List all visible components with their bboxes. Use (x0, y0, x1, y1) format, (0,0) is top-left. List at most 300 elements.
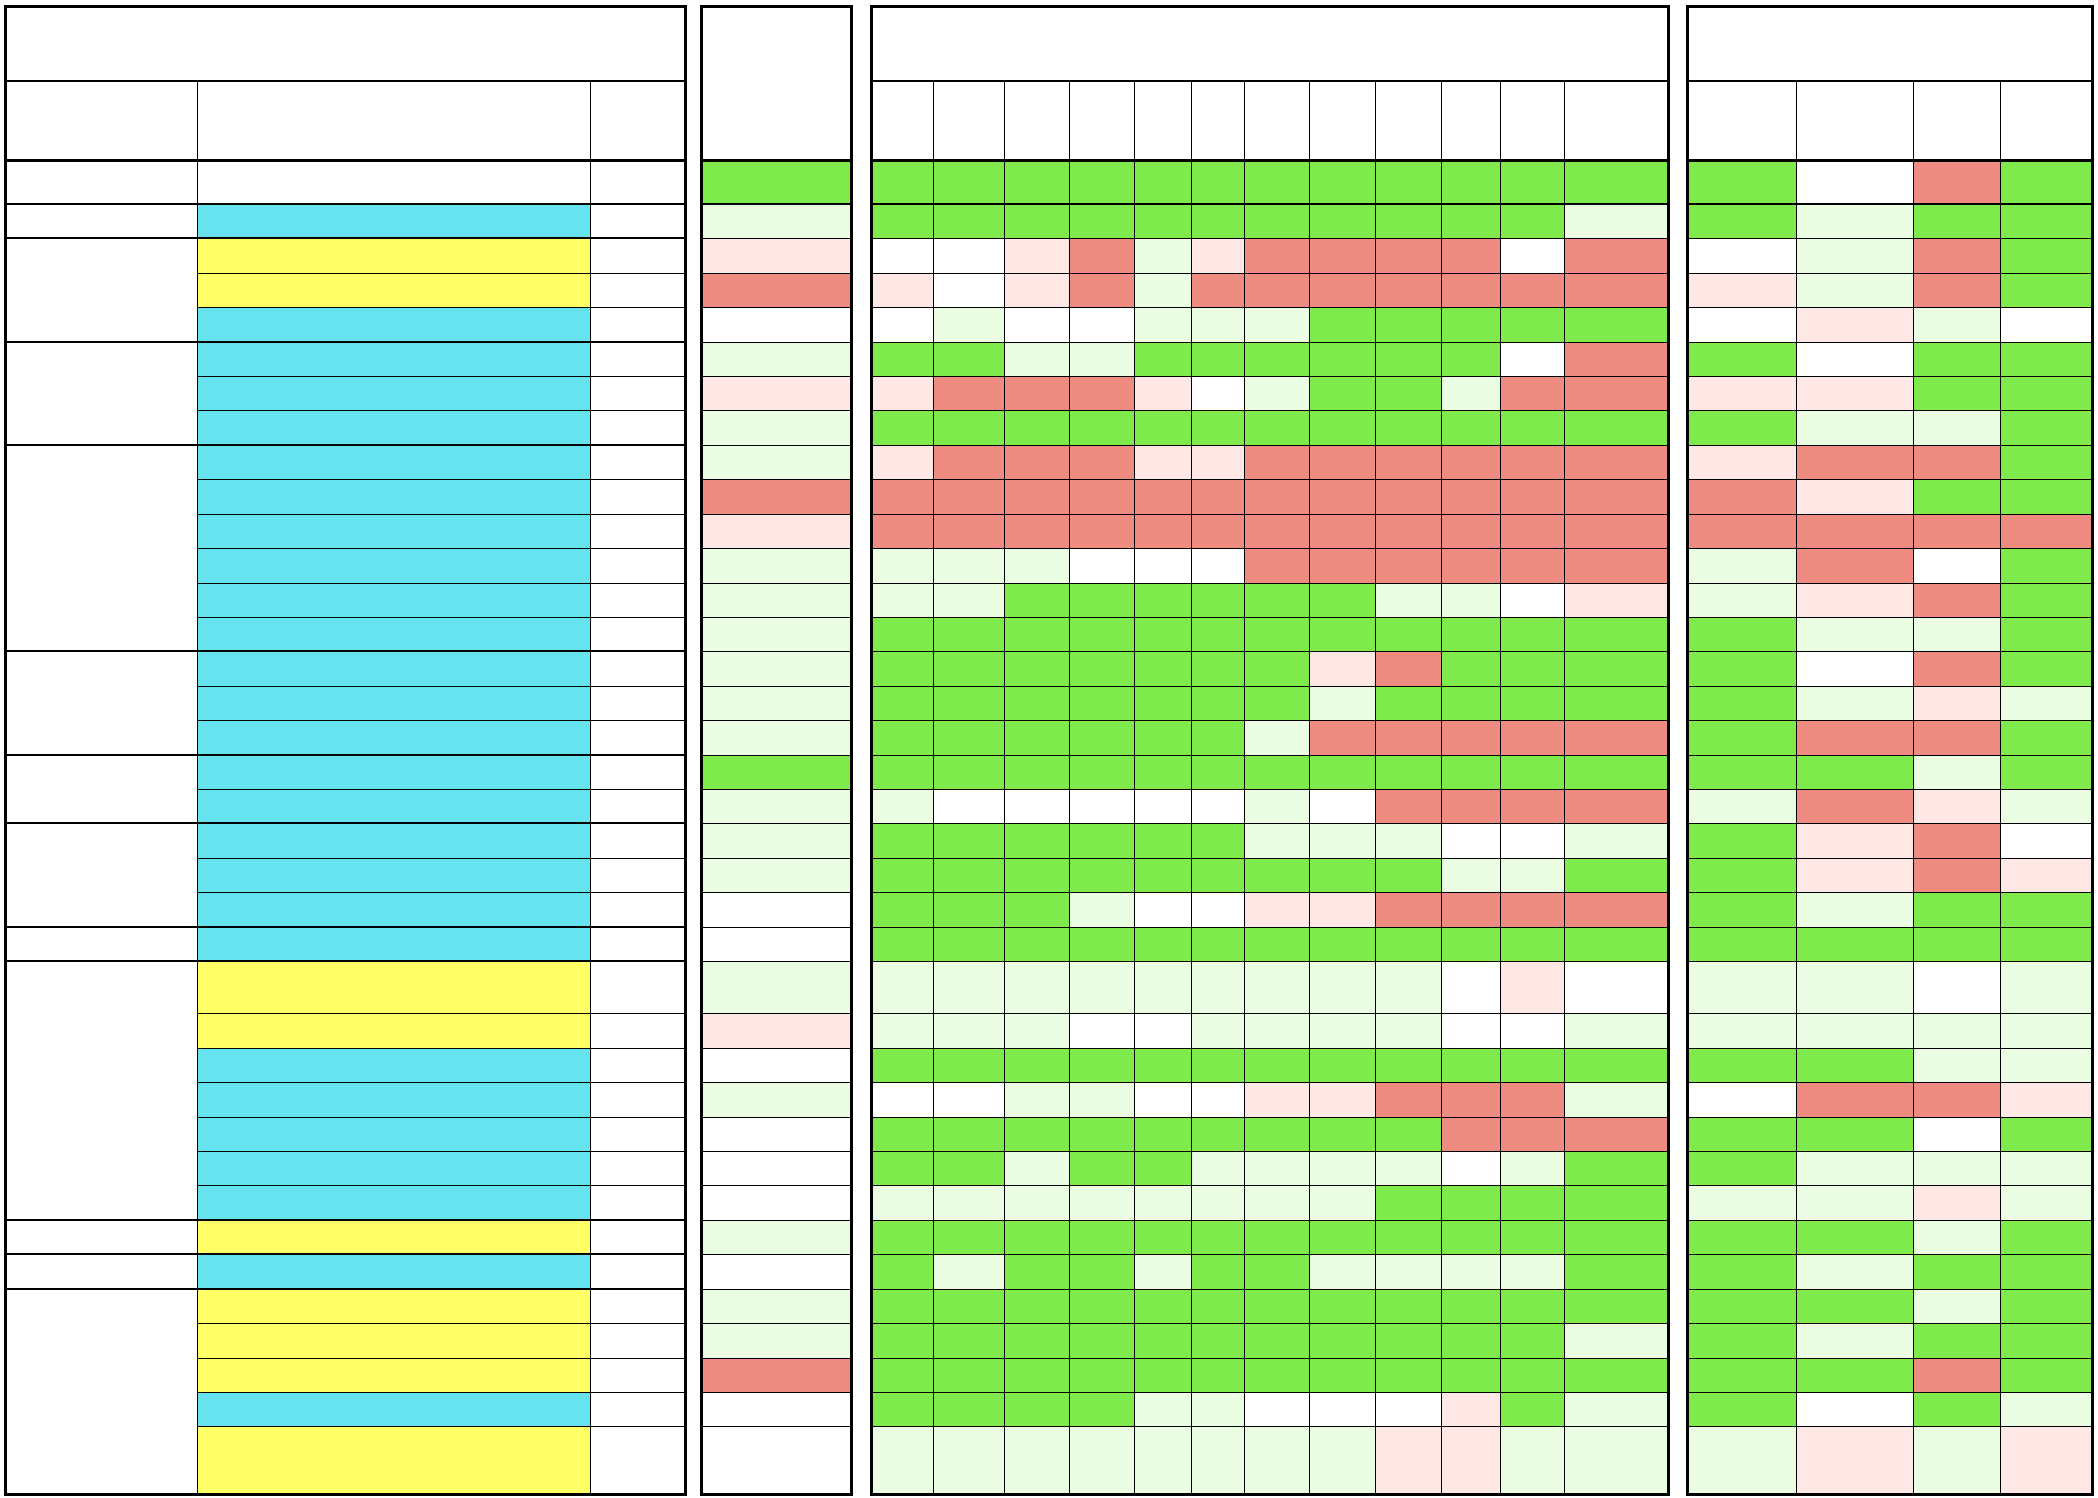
grid-line (4, 1253, 687, 1255)
bp-contribution-value (700, 961, 853, 1013)
snap-value-2 (1913, 1392, 2000, 1426)
grid-line (4, 926, 687, 928)
ann-value-10m (1004, 686, 1069, 720)
core-pce-ann-yoy (870, 161, 933, 204)
ann-value-11m (933, 1392, 1004, 1426)
ann-value-7m (1191, 307, 1244, 341)
grid-line (197, 479, 687, 480)
weight-value (590, 1048, 687, 1082)
snap-value-1 (1796, 410, 1913, 444)
ann-value-5m (1309, 823, 1375, 857)
category-label (197, 927, 590, 961)
ann-value-2m (1500, 1048, 1564, 1082)
snap-value-2 (1913, 823, 2000, 857)
ann-value-5m (1309, 583, 1375, 617)
ann-value-3m (1441, 961, 1500, 1013)
ann-value-yoy (870, 479, 933, 513)
ann-value-1m (1564, 823, 1670, 857)
ann-value-4m (1375, 617, 1441, 651)
ann-value-8m (1134, 410, 1191, 444)
ann-value-11m (933, 789, 1004, 823)
ann-value-1m (1564, 961, 1670, 1013)
ann-value-2m (1500, 445, 1564, 479)
ann-value-4m (1375, 238, 1441, 272)
category-label (197, 445, 590, 479)
grid-line (700, 1220, 853, 1221)
snap-value-3 (2000, 479, 2094, 513)
ann-value-2m (1500, 651, 1564, 685)
grid-line (870, 789, 1670, 790)
category-label (197, 273, 590, 307)
ann-value-10m (1004, 858, 1069, 892)
ann-value-9m (1069, 273, 1134, 307)
core-pce-ann-10m (1004, 161, 1069, 204)
grid-line (870, 1493, 1670, 1496)
core-pce-ann-8m (1134, 161, 1191, 204)
ann-value-1m (1564, 445, 1670, 479)
weight-value (590, 410, 687, 444)
ann-value-3m (1441, 583, 1500, 617)
ann-value-6m (1244, 617, 1309, 651)
ann-value-yoy (870, 755, 933, 789)
grid-line (1686, 823, 2094, 824)
ann-value-5m (1309, 1048, 1375, 1082)
ann-value-4m (1375, 1358, 1441, 1392)
ann-value-10m (1004, 1220, 1069, 1254)
grid-line (700, 479, 853, 480)
ann-value-3m (1441, 273, 1500, 307)
ann-value-11m (933, 238, 1004, 272)
ann-value-6m (1244, 1254, 1309, 1288)
ann-value-2m (1500, 1151, 1564, 1185)
grid-line (700, 1358, 853, 1359)
category-label (197, 892, 590, 926)
snap-value-2 (1913, 583, 2000, 617)
snap-value-3 (2000, 204, 2094, 238)
snapshot-header-dec-20 (1913, 80, 2000, 161)
ann-value-2m (1500, 961, 1564, 1013)
grid-line (870, 445, 1670, 446)
ann-value-11m (933, 1117, 1004, 1151)
ann-value-1m (1564, 755, 1670, 789)
snap-value-0 (1686, 651, 1796, 685)
snap-value-2 (1913, 1323, 2000, 1357)
ann-value-6m (1244, 720, 1309, 754)
snap-value-0 (1686, 1358, 1796, 1392)
snap-value-2 (1913, 617, 2000, 651)
grid-line (197, 1151, 687, 1152)
snap-value-3 (2000, 548, 2094, 582)
ann-value-2m (1500, 479, 1564, 513)
grid-line (1686, 5, 2094, 8)
ann-value-5m (1309, 686, 1375, 720)
snap-value-1 (1796, 789, 1913, 823)
grid-line (1069, 80, 1070, 1493)
grid-line (4, 1219, 687, 1221)
snap-value-0 (1686, 273, 1796, 307)
bp-contribution-value (700, 858, 853, 892)
ann-value-5m (1309, 1151, 1375, 1185)
ann-value-3m (1441, 514, 1500, 548)
grid-line (700, 5, 853, 8)
ann-value-9m (1069, 858, 1134, 892)
ann-value-4m (1375, 479, 1441, 513)
ann-value-9m (1069, 1082, 1134, 1116)
ann-value-5m (1309, 1013, 1375, 1047)
category-label (197, 1117, 590, 1151)
ann-value-9m (1069, 548, 1134, 582)
grid-line (700, 823, 853, 824)
ann-value-7m (1191, 410, 1244, 444)
grid-line (4, 237, 687, 239)
weight-value (590, 376, 687, 410)
ann-value-9m (1069, 514, 1134, 548)
ann-value-9m (1069, 755, 1134, 789)
grid-line (870, 858, 1670, 859)
snap-value-3 (2000, 514, 2094, 548)
snap-value-1 (1796, 445, 1913, 479)
theme-label (4, 1220, 197, 1254)
ann-value-4m (1375, 376, 1441, 410)
ann-value-2m (1500, 1323, 1564, 1357)
grid-line (870, 307, 1670, 308)
ann-value-6m (1244, 479, 1309, 513)
ann-value-5m (1309, 961, 1375, 1013)
ann-value-2m (1500, 204, 1564, 238)
weight-value (590, 823, 687, 857)
snap-value-3 (2000, 1254, 2094, 1288)
snap-value-3 (2000, 273, 2094, 307)
ann-value-7m (1191, 617, 1244, 651)
weight-value (590, 617, 687, 651)
ann-value-2m (1500, 823, 1564, 857)
ann-value-1m (1564, 376, 1670, 410)
core-pce-ann-6m (1244, 161, 1309, 204)
period-header-yoy (870, 80, 933, 161)
ann-value-2m (1500, 720, 1564, 754)
category-label (197, 961, 590, 1013)
ann-value-yoy (870, 1392, 933, 1426)
ann-value-4m (1375, 823, 1441, 857)
ann-value-1m (1564, 651, 1670, 685)
ann-value-9m (1069, 1048, 1134, 1082)
snap-value-0 (1686, 1185, 1796, 1219)
grid-line (700, 720, 853, 721)
snap-value-0 (1686, 1220, 1796, 1254)
grid-line (700, 1493, 853, 1496)
ann-value-11m (933, 858, 1004, 892)
grid-line (1686, 755, 2094, 756)
ann-value-6m (1244, 410, 1309, 444)
snap-value-0 (1686, 479, 1796, 513)
grid-line (197, 720, 687, 721)
ann-value-9m (1069, 1220, 1134, 1254)
ann-value-11m (933, 617, 1004, 651)
ann-value-10m (1004, 342, 1069, 376)
snap-value-3 (2000, 1082, 2094, 1116)
ann-value-8m (1134, 307, 1191, 341)
snap-value-0 (1686, 789, 1796, 823)
grid-line (197, 273, 687, 274)
grid-line (2000, 80, 2001, 1493)
ann-value-5m (1309, 1289, 1375, 1323)
snap-value-3 (2000, 445, 2094, 479)
theme-label (4, 823, 197, 926)
bp-contribution-value (700, 1323, 853, 1357)
ann-value-9m (1069, 961, 1134, 1013)
ann-value-1m (1564, 1426, 1670, 1493)
grid-line (1686, 1289, 2094, 1290)
weight-value (590, 548, 687, 582)
snap-value-1 (1796, 1254, 1913, 1288)
period-header-10m (1004, 80, 1069, 161)
ann-value-8m (1134, 1254, 1191, 1288)
grid-line (870, 273, 1670, 274)
ann-value-7m (1191, 720, 1244, 754)
ann-value-5m (1309, 651, 1375, 685)
ann-value-3m (1441, 617, 1500, 651)
snap-value-1 (1796, 927, 1913, 961)
ann-value-11m (933, 686, 1004, 720)
snap-value-0 (1686, 686, 1796, 720)
grid-line (197, 1392, 687, 1393)
ann-value-4m (1375, 1082, 1441, 1116)
ann-value-6m (1244, 1048, 1309, 1082)
ann-value-8m (1134, 204, 1191, 238)
ann-value-10m (1004, 1289, 1069, 1323)
grid-line (197, 376, 687, 377)
ann-value-6m (1244, 651, 1309, 685)
category-label (197, 755, 590, 789)
ann-value-6m (1244, 1151, 1309, 1185)
ann-value-4m (1375, 1323, 1441, 1357)
snap-value-2 (1913, 307, 2000, 341)
grid-line (870, 1392, 1670, 1393)
ann-value-6m (1244, 273, 1309, 307)
col-header-bp-contribution (704, 13, 849, 153)
snap-value-0 (1686, 238, 1796, 272)
ann-value-11m (933, 204, 1004, 238)
core-pce-ann-3m (1441, 161, 1500, 204)
grid-line (197, 858, 687, 859)
ann-value-1m (1564, 1013, 1670, 1047)
grid-line (197, 1117, 687, 1118)
ann-value-4m (1375, 892, 1441, 926)
ann-value-6m (1244, 1220, 1309, 1254)
ann-value-3m (1441, 720, 1500, 754)
ann-value-2m (1500, 410, 1564, 444)
snap-value-0 (1686, 1117, 1796, 1151)
snap-value-1 (1796, 1048, 1913, 1082)
snap-value-2 (1913, 548, 2000, 582)
grid-line (4, 159, 687, 162)
ann-value-6m (1244, 238, 1309, 272)
grid-line (700, 686, 853, 687)
ann-value-2m (1500, 1392, 1564, 1426)
ann-value-1m (1564, 583, 1670, 617)
core-pce-ann-2m (1500, 161, 1564, 204)
ann-value-6m (1244, 1426, 1309, 1493)
ann-value-yoy (870, 1220, 933, 1254)
snap-value-0 (1686, 204, 1796, 238)
ann-value-10m (1004, 1323, 1069, 1357)
snap-value-2 (1913, 1151, 2000, 1185)
category-label (197, 548, 590, 582)
ann-value-5m (1309, 273, 1375, 307)
snap-value-0 (1686, 1254, 1796, 1288)
grid-line (4, 5, 7, 1496)
weight-value (590, 1082, 687, 1116)
snap-value-0 (1686, 1392, 1796, 1426)
period-header-8m (1134, 80, 1191, 161)
snap-value-0 (1686, 961, 1796, 1013)
ann-value-10m (1004, 1358, 1069, 1392)
grid-line (1686, 858, 2094, 859)
ann-value-3m (1441, 789, 1500, 823)
bp-contribution-value (700, 1392, 853, 1426)
snap-value-2 (1913, 892, 2000, 926)
theme-label (4, 1254, 197, 1288)
grid-line (870, 410, 1670, 411)
bp-contribution-value (700, 686, 853, 720)
grid-line (700, 1151, 853, 1152)
snap-value-3 (2000, 720, 2094, 754)
ann-value-11m (933, 755, 1004, 789)
ann-value-1m (1564, 204, 1670, 238)
ann-value-yoy (870, 1426, 933, 1493)
ann-value-9m (1069, 927, 1134, 961)
snap-value-1 (1796, 1151, 1913, 1185)
grid-line (4, 444, 687, 446)
ann-value-yoy (870, 342, 933, 376)
ann-value-3m (1441, 445, 1500, 479)
ann-value-11m (933, 892, 1004, 926)
ann-value-11m (933, 1220, 1004, 1254)
ann-value-11m (933, 1426, 1004, 1493)
grid-line (870, 823, 1670, 824)
weight-value (590, 1151, 687, 1185)
snap-value-1 (1796, 1013, 1913, 1047)
grid-line (700, 238, 853, 239)
ann-value-4m (1375, 1048, 1441, 1082)
ann-value-9m (1069, 789, 1134, 823)
ann-value-3m (1441, 238, 1500, 272)
snap-value-1 (1796, 720, 1913, 754)
ann-value-9m (1069, 342, 1134, 376)
bp-contribution-value (700, 1151, 853, 1185)
ann-value-7m (1191, 445, 1244, 479)
ann-value-8m (1134, 1048, 1191, 1082)
block4-title (1686, 5, 2094, 80)
snap-value-3 (2000, 342, 2094, 376)
ann-value-6m (1244, 1392, 1309, 1426)
snap-value-3 (2000, 858, 2094, 892)
ann-value-11m (933, 1254, 1004, 1288)
ann-value-11m (933, 1185, 1004, 1219)
ann-value-5m (1309, 1426, 1375, 1493)
snap-value-3 (2000, 892, 2094, 926)
snap-value-2 (1913, 273, 2000, 307)
ann-value-4m (1375, 445, 1441, 479)
ann-value-6m (1244, 307, 1309, 341)
ann-value-11m (933, 961, 1004, 1013)
grid-line (700, 1082, 853, 1083)
category-label (197, 1426, 590, 1493)
grid-line (1134, 80, 1135, 1493)
ann-value-yoy (870, 858, 933, 892)
weight-value (590, 927, 687, 961)
grid-line (870, 1185, 1670, 1186)
category-label (197, 617, 590, 651)
grid-line (870, 1048, 1670, 1049)
ann-value-yoy (870, 204, 933, 238)
ann-value-3m (1441, 410, 1500, 444)
snap-value-1 (1796, 1082, 1913, 1116)
theme-label (4, 961, 197, 1220)
grid-line (870, 376, 1670, 377)
ann-value-7m (1191, 273, 1244, 307)
snapshot-header-jul-23 (1686, 80, 1796, 161)
bp-contribution-value (700, 755, 853, 789)
theme-label (4, 238, 197, 341)
grid-line (1441, 80, 1442, 1493)
snap-value-3 (2000, 1323, 2094, 1357)
grid-line (1686, 376, 2094, 377)
category-label (197, 720, 590, 754)
ann-value-8m (1134, 376, 1191, 410)
ann-value-6m (1244, 514, 1309, 548)
bp-contribution-value (700, 376, 853, 410)
ann-value-6m (1244, 1323, 1309, 1357)
snap-value-1 (1796, 755, 1913, 789)
ann-value-3m (1441, 1048, 1500, 1082)
ann-value-11m (933, 823, 1004, 857)
period-header-11m (933, 80, 1004, 161)
ann-value-10m (1004, 927, 1069, 961)
grid-line (197, 1426, 687, 1427)
snap-value-1 (1796, 307, 1913, 341)
grid-line (1686, 1493, 2094, 1496)
ann-value-4m (1375, 789, 1441, 823)
grid-line (197, 1082, 687, 1083)
snap-value-1 (1796, 961, 1913, 1013)
grid-line (870, 617, 1670, 618)
ann-value-6m (1244, 755, 1309, 789)
grid-line (870, 1426, 1670, 1427)
ann-value-2m (1500, 1220, 1564, 1254)
weight-value (590, 307, 687, 341)
ann-value-10m (1004, 1185, 1069, 1219)
ann-value-3m (1441, 1082, 1500, 1116)
grid-line (870, 1358, 1670, 1359)
period-header-4m (1375, 80, 1441, 161)
snap-value-3 (2000, 686, 2094, 720)
ann-value-7m (1191, 755, 1244, 789)
ann-value-5m (1309, 1323, 1375, 1357)
snap-value-0 (1686, 1013, 1796, 1047)
ann-value-10m (1004, 823, 1069, 857)
period-header-1m (1564, 80, 1670, 161)
ann-value-8m (1134, 583, 1191, 617)
grid-line (870, 927, 1670, 928)
ann-value-9m (1069, 445, 1134, 479)
ann-value-5m (1309, 892, 1375, 926)
ann-value-11m (933, 1358, 1004, 1392)
core-pce-snap-3 (2000, 161, 2094, 204)
ann-value-3m (1441, 1323, 1500, 1357)
bp-contribution-value (700, 789, 853, 823)
ann-value-11m (933, 342, 1004, 376)
